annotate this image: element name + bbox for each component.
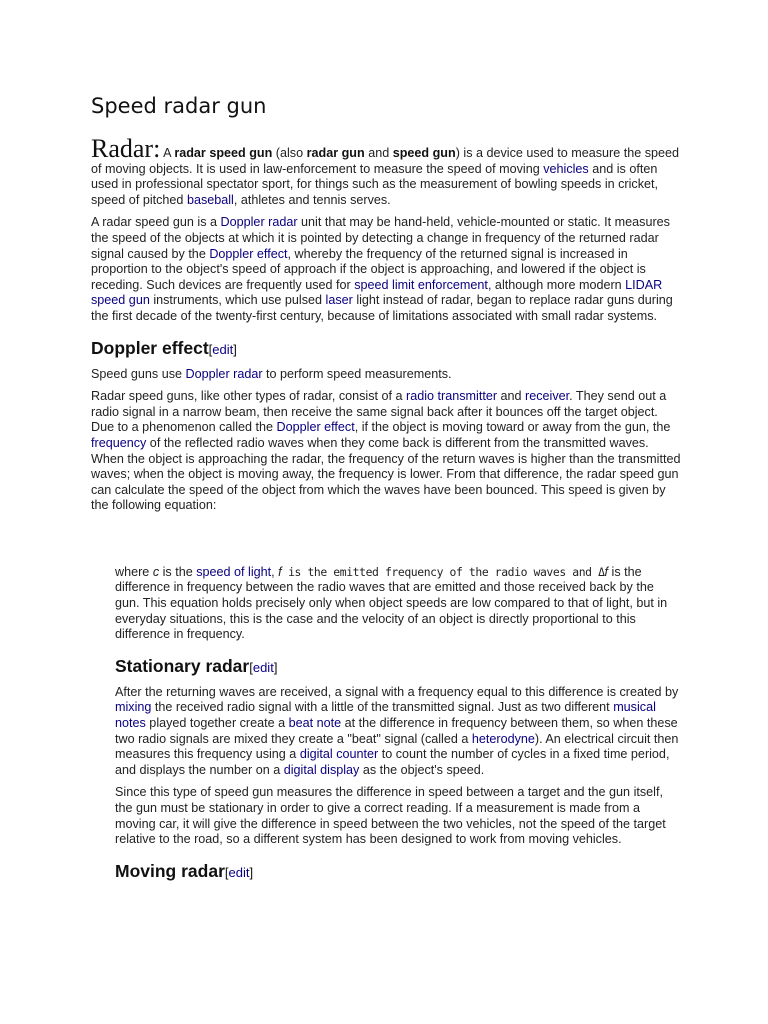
edit-link-stationary[interactable]: edit xyxy=(252,659,274,675)
intro-paragraph: Radar: A radar speed gun (also radar gun and speed gun) is a device used to measure the speed of moving objects. It is used in law-enforcement to measure the speed of moving vehicles and is often used in professional spectator sport, for things such as the measurement of bowling speeds in cricket, speed of pitched baseball, athletes and tennis serves. xyxy=(91,134,680,207)
term-radar-speed-gun: radar speed gun xyxy=(174,146,273,160)
stationary-section xyxy=(115,656,681,883)
definition-paragraph: A radar speed gun is a Doppler radar unit that may be hand-held, vehicle-mounted or static. It measures the speed of the objects at which it is pointed by detecting a change in frequency of the returned radar signal caused by the Doppler effect, whereby the frequency of the returned signal is increased in proportion to the object's speed of approach if the object is approaching, and lowered if the object is receding. Such devices are frequently used for speed limit enforcement, although more modern LIDAR speed gun instruments, which use pulsed laser light instead of radar, began to replace radar guns during the first decade of the twenty-first century, because of limitations associated with small radar systems. xyxy=(91,215,673,323)
term-radar-gun: radar gun xyxy=(306,146,365,160)
link-lidar-speed-gun[interactable]: LIDAR speed gun xyxy=(91,277,663,308)
link-digital-display[interactable]: digital display xyxy=(283,762,360,777)
link-receiver[interactable]: receiver xyxy=(525,389,570,404)
doppler-paragraph-2: Radar speed guns, like other types of radar, consist of a radio transmitter and receiver. They send out a radio signal in a narrow beam, then receive the same signal back after it bounces off the target object. Due to a phenomenon called the Doppler effect, if the object is moving toward or away from the gun, the frequency of the reflected radio waves when they come back is different from the transmitted waves. When the object is approaching the radar, the frequency of the return waves is higher than the transmitted waves; when the object is moving away, the frequency is lower. From that difference, the radar speed gun can calculate the speed of the object from which the waves have been bounced. This speed is given by the following equation: xyxy=(91,389,681,513)
edit-link-moving[interactable]: edit xyxy=(228,864,250,880)
emitted-frequency-text: is the emitted frequency of the radio waves and Δ xyxy=(281,564,605,579)
link-vehicles[interactable]: vehicles xyxy=(543,161,589,176)
link-speed-limit-enforcement[interactable]: speed limit enforcement xyxy=(354,277,488,292)
heading-doppler-effect: Doppler effect[edit] xyxy=(91,337,237,358)
link-laser[interactable]: laser xyxy=(325,293,353,308)
edit-section-stationary: [edit] xyxy=(249,659,278,675)
link-mixing[interactable]: mixing xyxy=(115,700,152,715)
equation-explanation: where c is the speed of light, f is the emitted frequency of the radio waves and Δf is the difference in frequency between the radio waves that are emitted and those received back by the gun. This equation holds precisely only when object speeds are low compared to that of light, but in everyday situations, this is the case and the velocity of an object is directly proportional to this difference in frequency. xyxy=(115,564,668,642)
heading-stationary-radar: Stationary radar[edit] xyxy=(115,655,278,676)
edit-section-moving: [edit] xyxy=(224,864,254,880)
var-c: c xyxy=(152,564,160,579)
link-beat-note[interactable]: beat note xyxy=(288,716,342,731)
link-heterodyne[interactable]: heterodyne xyxy=(471,731,535,746)
link-digital-counter[interactable]: digital counter xyxy=(299,747,379,762)
stationary-paragraph-2: Since this type of speed gun measures the difference in speed between a target and the gun itself, the gun must be stationary in order to give a correct reading. If a measurement is made from a moving car, it will give the difference in speed between the two vehicles, not the speed of the target relative to the road, so a different system has been designed to work from moving vehicles. xyxy=(115,785,666,847)
link-doppler-radar[interactable]: Doppler radar xyxy=(220,215,298,230)
page-title: Speed radar gun xyxy=(91,94,267,118)
edit-section-doppler: [edit] xyxy=(208,341,237,357)
link-radio-transmitter[interactable]: radio transmitter xyxy=(406,389,498,404)
var-f-2: f xyxy=(604,564,609,579)
link-speed-of-light[interactable]: speed of light xyxy=(196,564,272,579)
var-f: f xyxy=(278,564,282,579)
heading-moving-radar: Moving radar[edit] xyxy=(115,860,254,881)
link-doppler-radar-2[interactable]: Doppler radar xyxy=(185,366,263,381)
intro-lead: Radar: xyxy=(91,134,161,163)
equation-placeholder xyxy=(91,521,681,565)
edit-link-doppler[interactable]: edit xyxy=(212,341,234,357)
link-musical-notes[interactable]: musical notes xyxy=(115,700,656,731)
article-body xyxy=(91,134,681,890)
link-doppler-effect[interactable]: Doppler effect xyxy=(209,246,288,261)
link-frequency[interactable]: frequency xyxy=(91,435,147,450)
link-baseball[interactable]: baseball xyxy=(186,192,234,207)
term-speed-gun: speed gun xyxy=(392,146,456,160)
stationary-paragraph-1: After the returning waves are received, a signal with a frequency equal to this difference is created by mixing the received radio signal with a little of the transmitted signal. Just as two different musical notes played together create a beat note at the difference in frequency between them, so when these two radio signals are mixed they create a "beat" signal (called a heterodyne). An electrical circuit then measures this frequency using a digital counter to count the number of cycles in a fixed time period, and displays the number on a digital display as the object's speed. xyxy=(115,684,679,777)
link-doppler-effect-2[interactable]: Doppler effect xyxy=(276,420,355,435)
doppler-paragraph-1: Speed guns use Doppler radar to perform speed measurements. xyxy=(91,366,452,381)
